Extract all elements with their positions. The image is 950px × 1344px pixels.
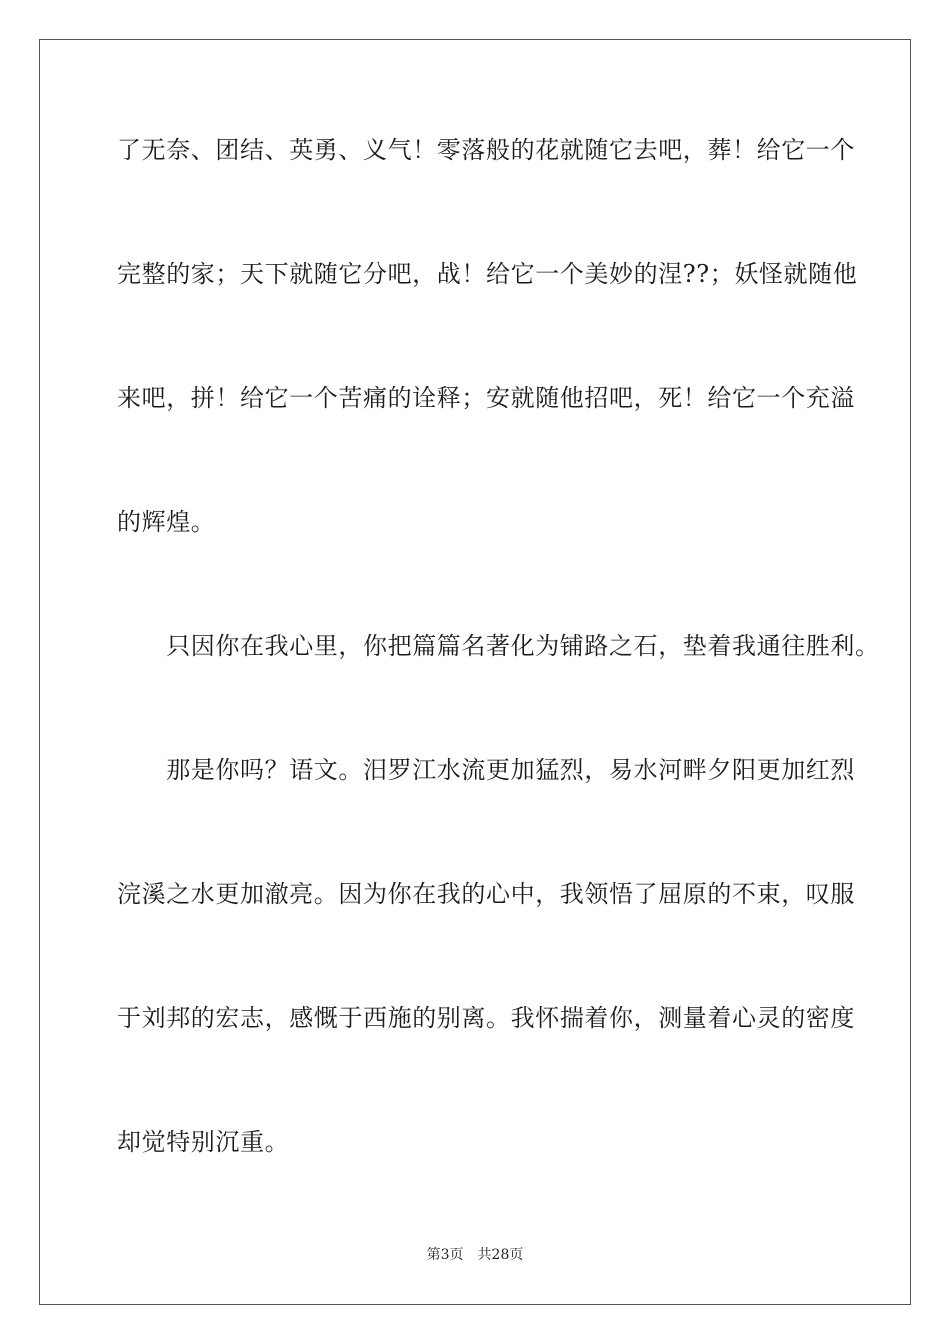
page-number: 第3页 <box>426 1247 464 1263</box>
text-line: 的辉煌。 <box>117 508 216 536</box>
page-total: 共28页 <box>477 1247 524 1263</box>
text-line: 于刘邦的宏志，感慨于西施的别离。我怀揣着你，测量着心灵的密度 <box>117 1004 855 1032</box>
text-line: 完整的家；天下就随它分吧，战！给它一个美妙的涅??；妖怪就随他 <box>117 260 858 288</box>
paragraph-line: 那是你吗？语文。汨罗江水流更加猛烈，易水河畔夕阳更加红烈 <box>117 756 855 784</box>
text-line: 却觉特别沉重。 <box>117 1128 290 1156</box>
text-line: 来吧，拼！给它一个苦痛的诠释；安就随他招吧，死！给它一个充溢 <box>117 384 855 412</box>
page-footer <box>0 1246 950 1264</box>
page-border <box>39 39 911 1305</box>
paragraph-line: 只因你在我心里，你把篇篇名著化为铺路之石，垫着我通往胜利。 <box>117 632 880 660</box>
text-line: 了无奈、团结、英勇、义气！零落般的花就随它去吧，葬！给它一个 <box>117 136 855 164</box>
text-line: 浣溪之水更加澈亮。因为你在我的心中，我领悟了屈原的不束，叹服 <box>117 880 855 908</box>
